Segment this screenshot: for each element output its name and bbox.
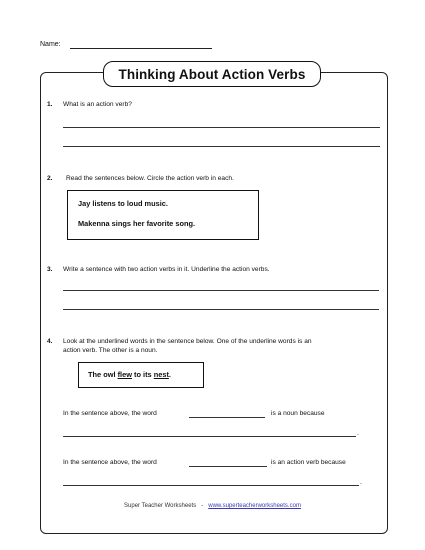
q4-sentence-pre: The owl (88, 370, 118, 379)
q4-sentence (88, 370, 171, 379)
q4-prompt-a-pre: In the sentence above, the word (63, 410, 157, 417)
question-1-text: What is an action verb? (63, 101, 132, 108)
q4-prompt-b-pre: In the sentence above, the word (63, 459, 157, 466)
worksheet-title-text: Thinking About Action Verbs (118, 66, 306, 82)
sentence-1[interactable]: Jay listens to loud music. (78, 199, 168, 208)
q4-underlined-verb: flew (117, 370, 132, 379)
sentence-2[interactable]: Makenna sings her favorite song. (78, 219, 196, 228)
q4-prompt-a-post: is a noun because (271, 410, 325, 417)
question-3-number: 3. (47, 266, 53, 273)
q4-answer-line-a[interactable] (63, 436, 356, 437)
worksheet-title (103, 61, 321, 87)
q4-blank-noun-word[interactable] (189, 417, 265, 418)
q4-prompt-b-post: is an action verb because (271, 459, 346, 466)
question-1-number: 1. (47, 101, 53, 108)
name-label: Name: (40, 41, 61, 48)
q4-sentence-post: . (168, 370, 171, 379)
question-2-text: Read the sentences below. Circle the action verb in each. (66, 175, 234, 182)
answer-line-3b[interactable] (63, 309, 379, 310)
footer-separator: - (201, 503, 204, 509)
answer-line-1a[interactable] (63, 127, 380, 128)
footer-url-link[interactable]: www.superteacherworksheets.com (208, 503, 301, 509)
question-4-text-line2: action verb. The other is a noun. (63, 347, 158, 354)
question-4-text-line1: Look at the underlined words in the sentence below. One of the underline words is an (63, 338, 312, 345)
question-4-number: 4. (47, 338, 53, 345)
sentence-box-q2 (67, 190, 259, 240)
q4-blank-verb-word[interactable] (189, 466, 267, 467)
sentence-box-q4 (78, 362, 204, 388)
answer-line-1b[interactable] (63, 146, 380, 147)
footer (0, 503, 425, 509)
question-3-text: Write a sentence with two action verbs in it. Underline the action verbs. (63, 266, 270, 273)
q4-period-a: . (357, 430, 359, 437)
q4-answer-line-b[interactable] (63, 485, 359, 486)
q4-period-b: . (360, 479, 362, 486)
q4-sentence-mid: to its (131, 370, 154, 379)
q4-underlined-noun: nest (153, 370, 169, 379)
name-line[interactable] (70, 48, 212, 49)
question-2-number: 2. (47, 175, 53, 182)
answer-line-3a[interactable] (63, 290, 379, 291)
footer-brand: Super Teacher Worksheets (124, 503, 197, 509)
